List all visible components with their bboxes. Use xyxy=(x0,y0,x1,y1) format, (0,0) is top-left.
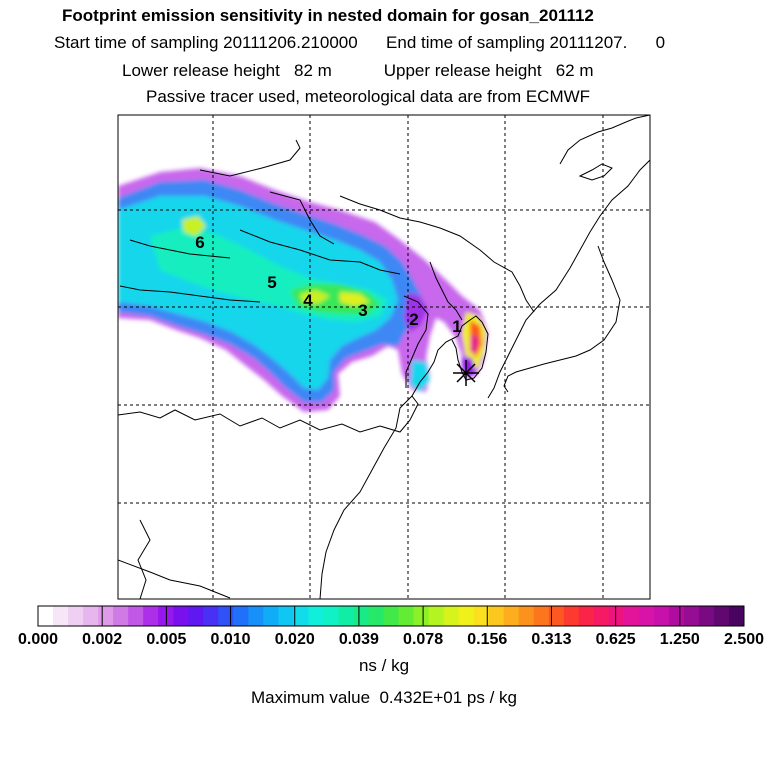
color-scale-tick-label: 0.156 xyxy=(467,631,508,648)
color-scale-cell xyxy=(98,606,114,626)
color-scale-cell xyxy=(83,606,99,626)
color-scale-cell xyxy=(68,606,84,626)
color-scale-cell xyxy=(368,606,384,626)
color-scale-cell xyxy=(173,606,189,626)
region-label-6: 6 xyxy=(195,233,205,252)
color-scale-cell xyxy=(504,606,520,626)
color-scale-cell xyxy=(624,606,640,626)
color-scale-cell xyxy=(594,606,610,626)
color-scale-bar xyxy=(0,600,768,630)
color-scale-cell xyxy=(729,606,745,626)
color-scale-cell xyxy=(429,606,445,626)
color-scale-cell xyxy=(128,606,144,626)
color-scale-cell xyxy=(53,606,69,626)
color-scale-tick-label: 2.500 xyxy=(723,631,765,648)
color-scale-cell xyxy=(113,606,129,626)
color-scale-cell xyxy=(579,606,595,626)
region-label-5: 5 xyxy=(267,273,277,292)
color-scale-cell xyxy=(278,606,294,626)
color-scale-cell xyxy=(399,606,415,626)
color-scale-cell xyxy=(218,606,234,626)
color-scale-cell xyxy=(323,606,339,626)
color-scale-tick-label: 0.625 xyxy=(595,631,636,648)
color-scale-cell xyxy=(714,606,730,626)
color-scale-cell xyxy=(338,606,354,626)
color-scale-tick-label: 0.002 xyxy=(82,631,123,648)
release-height-line: Lower release height 82 m Upper release height 62 m xyxy=(122,61,594,80)
color-scale-cell xyxy=(188,606,204,626)
color-scale-cell xyxy=(263,606,279,626)
color-scale-cell xyxy=(639,606,655,626)
region-label-4: 4 xyxy=(303,291,313,310)
color-scale-cell xyxy=(699,606,715,626)
region-label-3: 3 xyxy=(358,301,368,320)
color-scale-cell xyxy=(519,606,535,626)
color-scale-cell xyxy=(459,606,475,626)
color-scale-cell xyxy=(534,606,550,626)
color-scale-tick-label: 0.078 xyxy=(403,631,444,648)
color-scale-cell xyxy=(414,606,430,626)
color-scale-cell xyxy=(353,606,369,626)
unit-label: ns / kg xyxy=(358,656,410,675)
color-scale-cell xyxy=(654,606,670,626)
color-scale-cell xyxy=(609,606,625,626)
color-scale-tick-label: 0.039 xyxy=(338,631,379,648)
color-scale-tick-label: 1.250 xyxy=(659,631,700,648)
color-scale-cell xyxy=(684,606,700,626)
color-scale-cell xyxy=(564,606,580,626)
color-scale-cell xyxy=(489,606,505,626)
color-scale-tick-label: 0.020 xyxy=(274,631,315,648)
tracer-info-line: Passive tracer used, meteorological data are from ECMWF xyxy=(146,87,591,106)
region-label-1: 1 xyxy=(452,317,462,336)
color-scale-cell xyxy=(203,606,219,626)
color-scale-tick-label: 0.005 xyxy=(146,631,187,648)
color-scale-tick-label: 0.313 xyxy=(531,631,572,648)
color-scale-tick-label: 0.010 xyxy=(210,631,251,648)
sampling-time-line: Start time of sampling 20111206.210000 End time of sampling 20111207. 0 xyxy=(54,33,666,52)
max-value-label: Maximum value 0.432E+01 ps / kg xyxy=(251,688,517,707)
color-scale-cell xyxy=(308,606,324,626)
region-label-2: 2 xyxy=(409,310,419,329)
color-scale-cell xyxy=(444,606,460,626)
color-scale-cell xyxy=(143,606,159,626)
color-scale-tick-label: 0.000 xyxy=(17,631,59,648)
color-scale-cell xyxy=(38,606,54,626)
color-scale-cell xyxy=(383,606,399,626)
color-scale-cell xyxy=(233,606,249,626)
color-scale-cell xyxy=(293,606,309,626)
map-title: Footprint emission sensitivity in nested domain for gosan_201112 xyxy=(62,6,594,25)
color-scale-cell xyxy=(669,606,685,626)
color-scale-cell xyxy=(248,606,264,626)
